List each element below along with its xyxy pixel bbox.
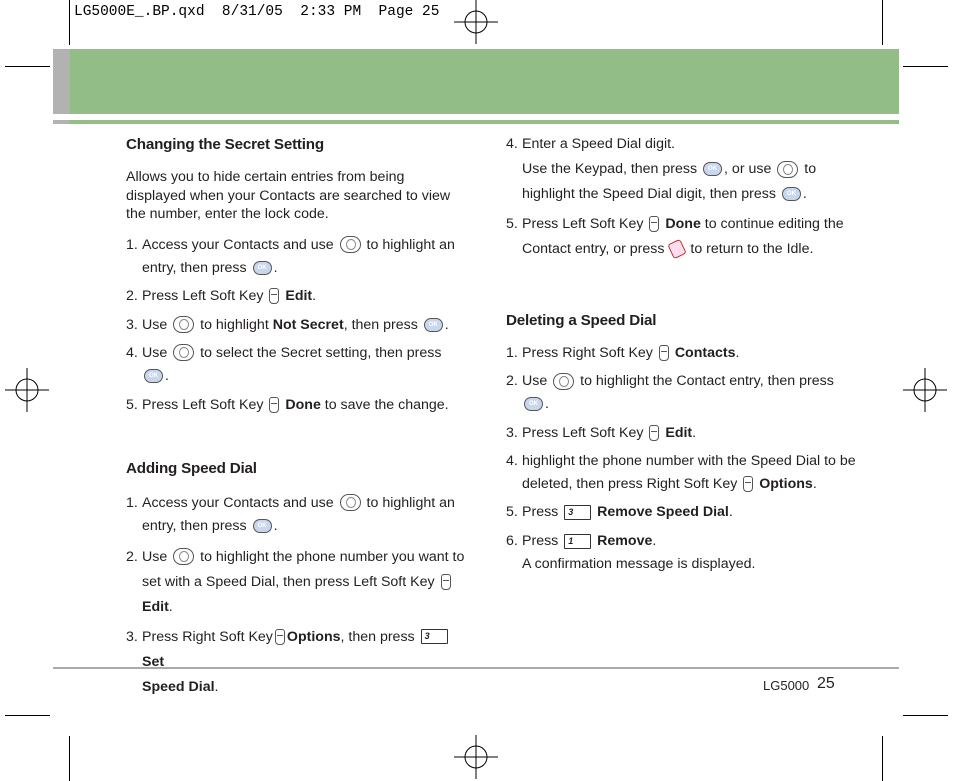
crop-mark	[903, 66, 948, 67]
list-item: 5. Press Left Soft Key Done to save the change.	[126, 396, 449, 413]
crop-mark	[69, 0, 70, 45]
navigation-key-icon	[777, 161, 798, 178]
ok-key-icon	[253, 261, 272, 275]
ok-key-icon	[253, 519, 272, 533]
ok-key-icon	[703, 162, 722, 176]
crop-mark	[882, 736, 883, 781]
section-heading: Deleting a Speed Dial	[506, 312, 657, 329]
navigation-key-icon	[340, 494, 361, 511]
intro-paragraph: Allows you to hide certain entries from being displayed when your Contacts are searched to view the number, enter the lock code.	[126, 169, 451, 222]
soft-key-icon	[649, 425, 659, 441]
soft-key-icon	[275, 629, 285, 645]
list-item: 4. highlight the phone number with the Speed Dial to be deleted, then press Right Soft Key Options.	[506, 453, 856, 492]
list-item: 3. Press Left Soft Key Edit.	[506, 425, 697, 441]
registration-mark-icon	[5, 368, 49, 412]
list-item: 3. Press Right Soft Key Options, then press 3 Set Speed Dial.	[126, 625, 466, 700]
navigation-key-icon	[340, 236, 361, 253]
crop-mark	[5, 715, 50, 716]
ok-key-icon	[524, 397, 543, 411]
list-item: 6. Press 1 Remove. A confirmation message is displayed.	[506, 533, 756, 572]
crop-mark	[69, 736, 70, 781]
top-rule	[53, 120, 899, 124]
soft-key-icon	[269, 288, 279, 304]
list-item: 5. Press 3 Remove Speed Dial.	[506, 504, 733, 520]
soft-key-icon	[441, 574, 451, 590]
header-gray-tab	[53, 49, 70, 114]
left-column	[126, 133, 466, 700]
page-number: 25	[817, 675, 835, 692]
soft-key-icon	[743, 476, 753, 492]
header-band	[53, 49, 899, 114]
ok-key-icon	[144, 369, 163, 383]
key-3-def-icon: 3	[421, 629, 448, 644]
crop-mark	[5, 66, 50, 67]
ok-key-icon	[424, 318, 443, 332]
right-column	[506, 132, 856, 576]
list-item: 4. Enter a Speed Dial digit. Use the Keypad, then press OK , or use to highlight the Speed Dial digit, then press OK .	[506, 132, 856, 207]
registration-mark-icon	[454, 0, 498, 44]
ok-key-icon	[782, 187, 801, 201]
list-item: 5. Press Left Soft Key Done to continue editing the Contact entry, or press to return to the Idle.	[506, 212, 856, 262]
soft-key-icon	[659, 345, 669, 361]
footer-brand: LG5000	[763, 678, 810, 693]
section-heading: Adding Speed Dial	[126, 459, 257, 477]
soft-key-icon	[269, 397, 279, 413]
section-heading: Changing the Secret Setting	[126, 136, 324, 153]
key-1-icon: 1	[564, 534, 591, 549]
crop-mark	[903, 715, 948, 716]
top-rule-gray	[53, 120, 70, 124]
list-item: 2. Use to highlight the phone number you want to set with a Speed Dial, then press Left Soft Key Edit.	[126, 548, 465, 615]
list-item: 2. Press Left Soft Key Edit.	[126, 287, 317, 304]
list-item: 1. Access your Contacts and use to highlight an entry, then press OK .	[126, 492, 466, 538]
crop-mark	[882, 0, 883, 45]
list-item: 2. Use to highlight the Contact entry, then press OK.	[506, 370, 856, 416]
navigation-key-icon	[553, 373, 574, 390]
navigation-key-icon	[173, 316, 194, 333]
list-item: 1. Press Right Soft Key Contacts.	[506, 345, 740, 361]
key-3-def-icon: 3	[564, 505, 591, 520]
navigation-key-icon	[173, 548, 194, 565]
print-slug: LG5000E_.BP.qxd 8/31/05 2:33 PM Page 25	[74, 4, 440, 20]
list-item: 4. Use to select the Secret setting, then press OK.	[126, 342, 466, 388]
registration-mark-icon	[454, 735, 498, 779]
registration-mark-icon	[903, 368, 947, 412]
list-item: 3. Use to highlight Not Secret, then press OK .	[126, 314, 466, 337]
list-item: 1. Access your Contacts and use to highlight an entry, then press OK .	[126, 234, 466, 280]
navigation-key-icon	[173, 344, 194, 361]
soft-key-icon	[649, 216, 659, 232]
end-key-icon	[668, 239, 687, 259]
